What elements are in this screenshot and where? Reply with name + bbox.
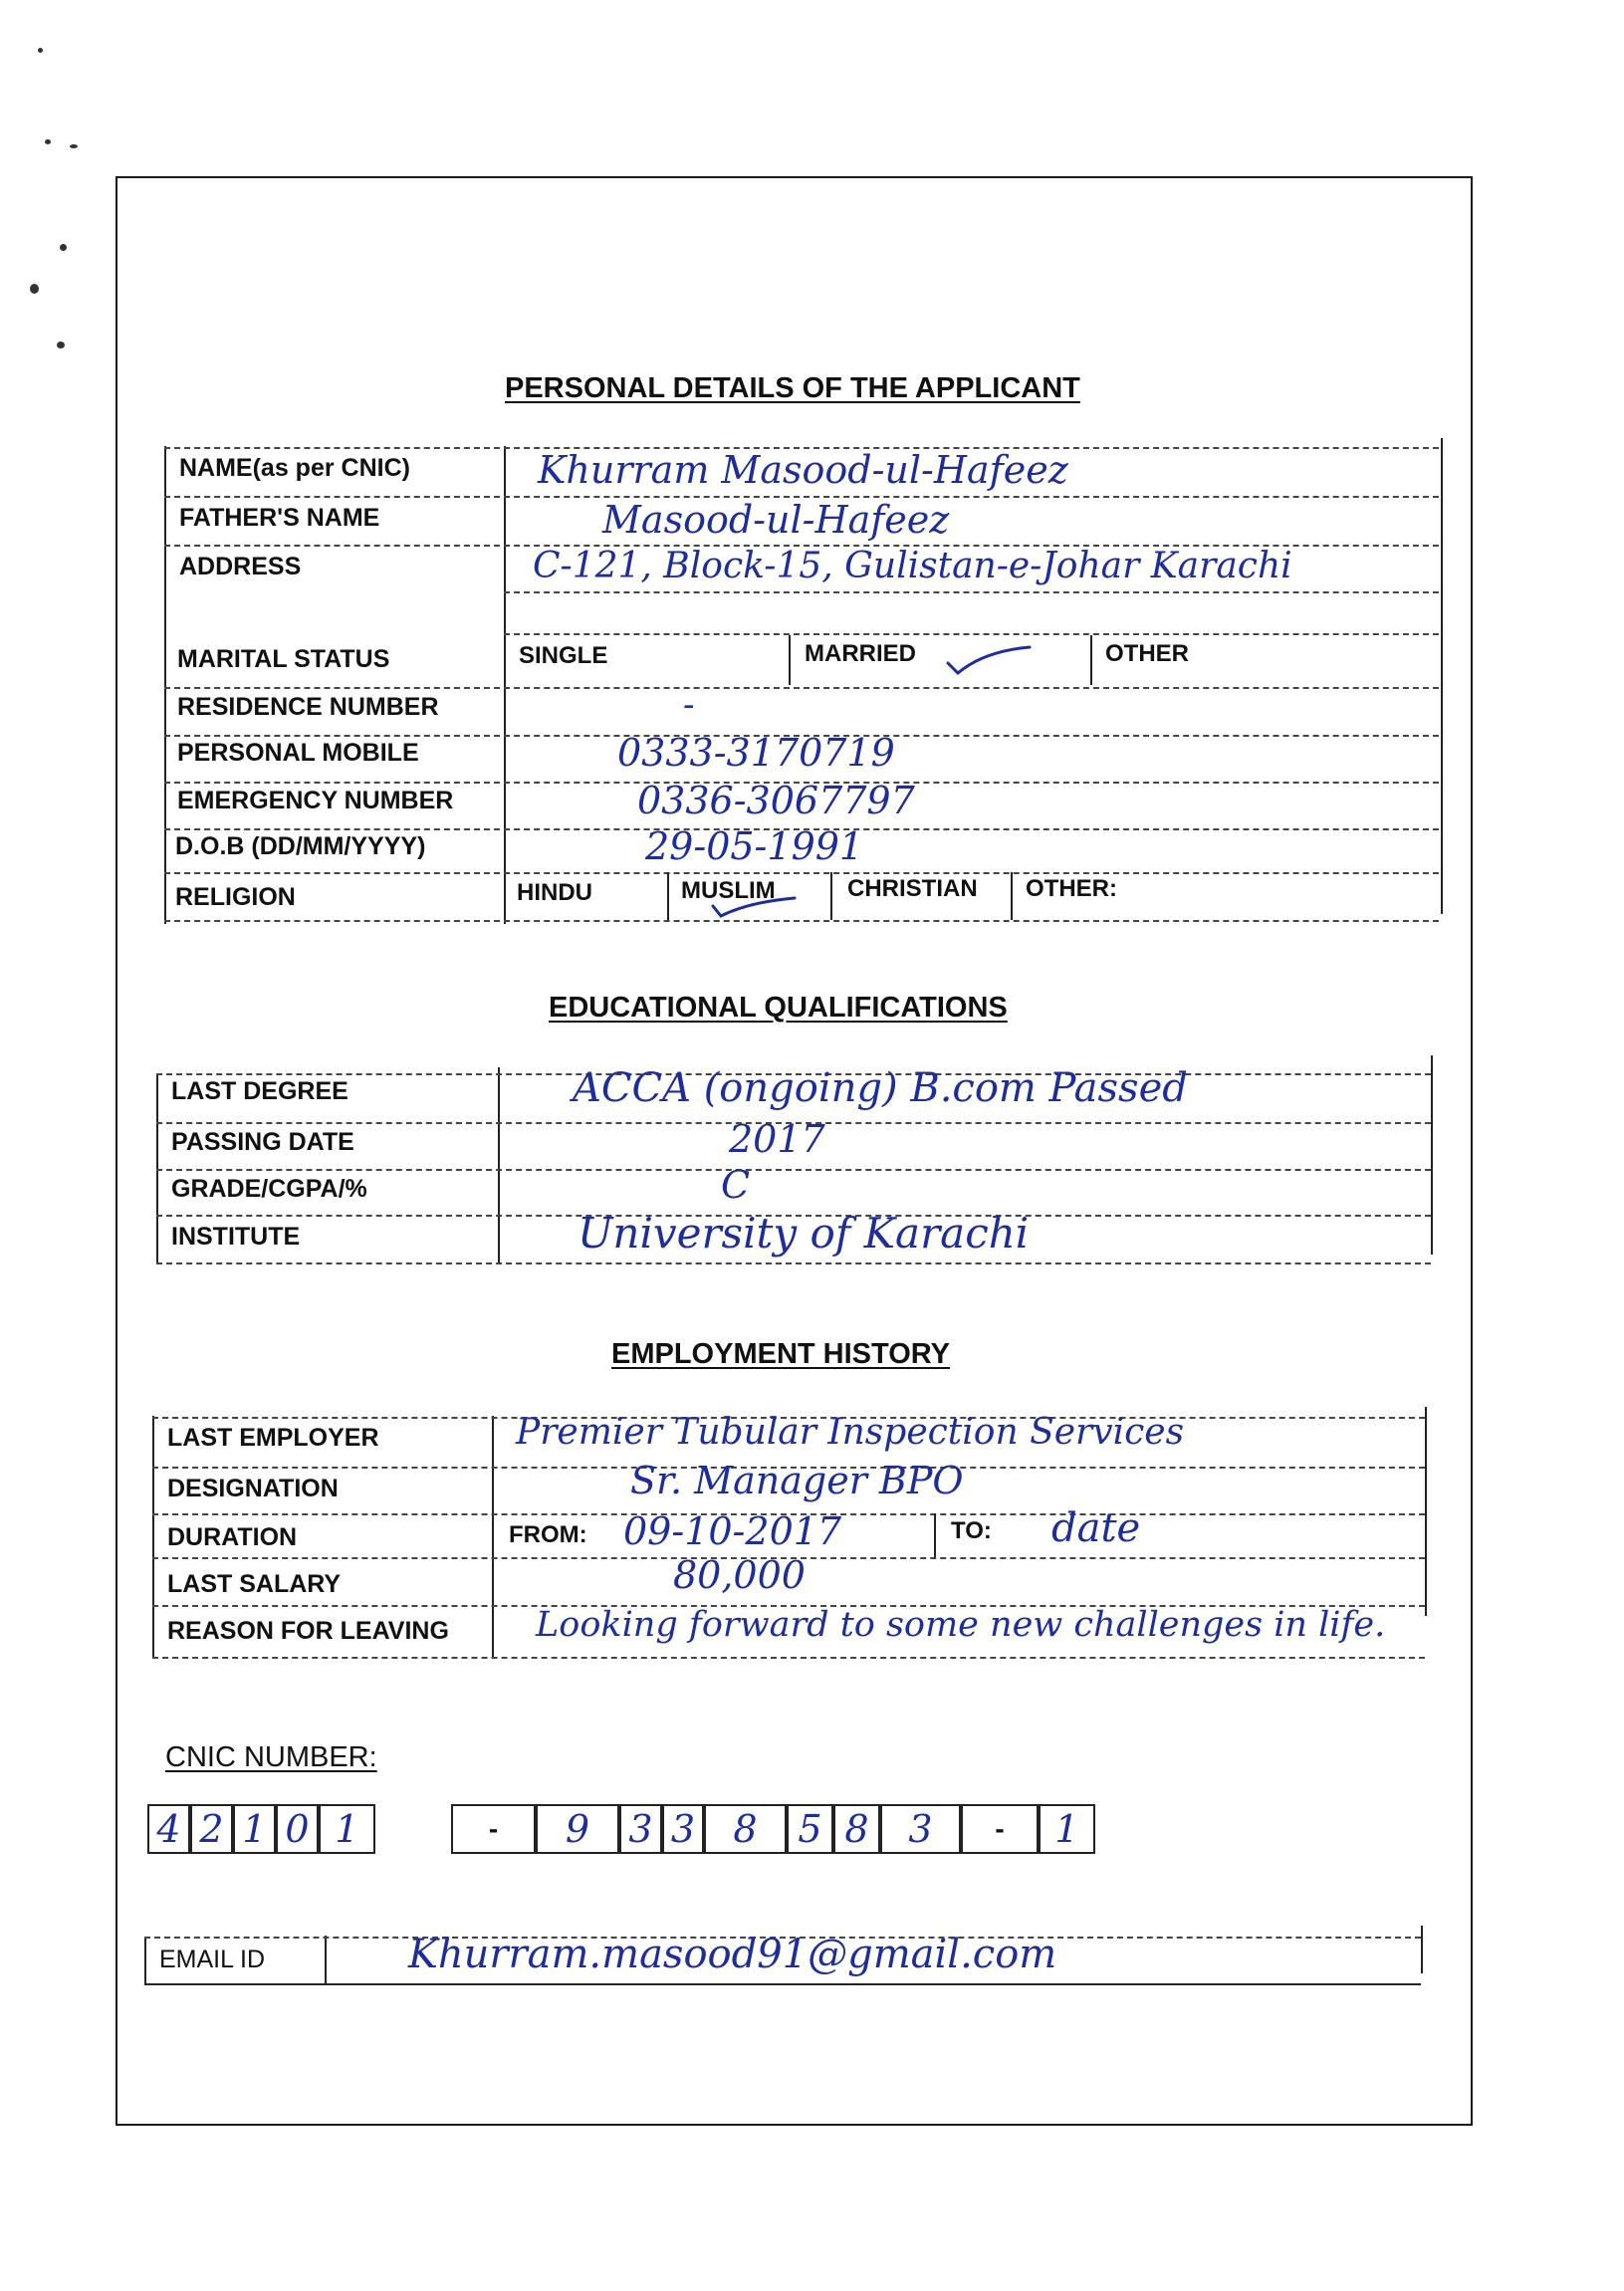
cnic-digit: 0 <box>285 1807 310 1851</box>
cnic-digit: 1 <box>242 1807 267 1851</box>
email-value: Khurram.masood91@gmail.com <box>408 1932 1057 1977</box>
row-rule <box>144 1983 1421 1985</box>
scan-speck <box>70 144 78 148</box>
cnic-digit: 3 <box>908 1807 933 1851</box>
employment-table-left-border <box>152 1416 154 1659</box>
row-rule <box>504 591 1439 593</box>
passing-date-label: PASSING DATE <box>171 1128 354 1156</box>
father-name-value: Masood-ul-Hafeez <box>602 498 950 542</box>
last-employer-value: Premier Tubular Inspection Services <box>516 1412 1185 1453</box>
duration-to-value: date <box>1051 1505 1141 1551</box>
cnic-digit: 2 <box>199 1807 224 1851</box>
passing-date-value: 2017 <box>729 1117 825 1161</box>
cnic-digit-box <box>662 1804 704 1854</box>
religion-option-muslim[interactable]: MUSLIM <box>681 877 776 904</box>
scan-speck <box>45 139 51 144</box>
cnic-digit-box <box>536 1804 619 1854</box>
reason-for-leaving-label: REASON FOR LEAVING <box>167 1617 449 1645</box>
cnic-separator-box <box>451 1804 536 1854</box>
employment-table-divider <box>492 1416 494 1657</box>
email-label: EMAIL ID <box>159 1946 266 1973</box>
name-value: Khurram Masood-ul-Hafeez <box>538 448 1068 492</box>
education-table-right-border <box>1431 1055 1433 1255</box>
institute-value: University of Karachi <box>578 1209 1030 1258</box>
duration-to-label: TO: <box>951 1517 992 1544</box>
employment-table-right-border <box>1425 1407 1427 1616</box>
row-rule <box>504 633 1439 635</box>
cnic-digit-box <box>276 1804 319 1854</box>
cnic-digit-box <box>233 1804 276 1854</box>
duration-from-value: 09-10-2017 <box>623 1509 842 1553</box>
cnic-digit: 8 <box>733 1807 758 1851</box>
cnic-separator-box <box>961 1804 1039 1854</box>
row-rule <box>164 687 1439 689</box>
dob-value: 29-05-1991 <box>645 824 864 868</box>
cnic-digit-box <box>1039 1804 1095 1854</box>
last-salary-value: 80,000 <box>673 1553 806 1597</box>
education-title: EDUCATIONAL QUALIFICATIONS <box>549 992 1008 1024</box>
cnic-number-label: CNIC NUMBER: <box>165 1741 377 1773</box>
dob-label: D.O.B (DD/MM/YYYY) <box>175 832 426 860</box>
row-rule <box>156 1262 1431 1264</box>
cnic-digit-box <box>880 1804 961 1854</box>
cnic-digit: 1 <box>1054 1807 1079 1851</box>
religion-option-other[interactable]: OTHER: <box>1026 875 1117 902</box>
email-box-divider <box>325 1936 327 1983</box>
last-employer-label: LAST EMPLOYER <box>167 1424 379 1452</box>
religion-label: RELIGION <box>175 883 296 911</box>
address-label: ADDRESS <box>179 553 302 580</box>
cnic-digit: 9 <box>565 1807 590 1851</box>
designation-value: Sr. Manager BPO <box>630 1459 964 1502</box>
cnic-digit: 1 <box>335 1807 359 1851</box>
marital-option-other[interactable]: OTHER <box>1105 640 1189 667</box>
duration-label: DURATION <box>167 1523 298 1551</box>
residence-number-value: - <box>683 685 695 725</box>
cnic-digit: 8 <box>844 1807 869 1851</box>
cnic-digit: 4 <box>156 1807 181 1851</box>
cnic-digit-box <box>704 1804 787 1854</box>
cnic-digit: 3 <box>628 1807 653 1851</box>
scan-speck <box>30 284 39 294</box>
religion-divider <box>830 872 832 920</box>
row-rule <box>164 872 1439 874</box>
email-box-right-border <box>1421 1926 1423 1973</box>
religion-option-christian[interactable]: CHRISTIAN <box>847 875 978 902</box>
reason-for-leaving-value: Looking forward to some new challenges in life. <box>536 1605 1386 1645</box>
row-rule <box>152 1657 1425 1659</box>
checkmark-icon <box>709 892 799 920</box>
marital-status-label: MARITAL STATUS <box>177 645 390 673</box>
education-table-divider <box>498 1067 500 1262</box>
residence-number-label: RESIDENCE NUMBER <box>177 693 439 721</box>
cnic-digit-box <box>787 1804 833 1854</box>
cnic-digit-box <box>619 1804 662 1854</box>
last-salary-label: LAST SALARY <box>167 1570 342 1598</box>
last-degree-value: ACCA (ongoing) B.com Passed <box>573 1065 1188 1111</box>
row-rule <box>164 920 1439 922</box>
cnic-digit-box <box>319 1804 375 1854</box>
duration-from-label: FROM: <box>509 1521 587 1548</box>
religion-divider <box>667 872 669 920</box>
grade-value: C <box>721 1163 751 1207</box>
cnic-separator: - <box>995 1813 1005 1844</box>
religion-option-hindu[interactable]: HINDU <box>517 879 592 906</box>
cnic-digit-box <box>833 1804 880 1854</box>
scan-speck <box>60 244 67 251</box>
marital-divider <box>1090 635 1092 685</box>
personal-table-right-border <box>1441 438 1443 914</box>
cnic-digit-box <box>190 1804 233 1854</box>
last-degree-label: LAST DEGREE <box>171 1077 348 1105</box>
scan-speck <box>57 342 65 348</box>
email-box-left-border <box>144 1938 146 1985</box>
employment-title: EMPLOYMENT HISTORY <box>611 1338 950 1370</box>
address-value: C-121, Block-15, Gulistan-e-Johar Karachi <box>533 546 1292 586</box>
checkmark-icon <box>944 643 1034 679</box>
emergency-number-label: EMERGENCY NUMBER <box>177 787 454 814</box>
marital-divider <box>789 635 791 685</box>
designation-label: DESIGNATION <box>167 1475 339 1502</box>
marital-option-married[interactable]: MARRIED <box>805 640 916 667</box>
marital-option-single[interactable]: SINGLE <box>519 642 608 669</box>
father-name-label: FATHER'S NAME <box>179 504 380 532</box>
institute-label: INSTITUTE <box>171 1223 301 1251</box>
row-rule <box>156 1169 1431 1171</box>
personal-mobile-label: PERSONAL MOBILE <box>177 739 419 767</box>
cnic-digit: 5 <box>798 1807 822 1851</box>
religion-divider <box>1011 872 1013 920</box>
duration-divider <box>934 1513 936 1557</box>
personal-table-divider <box>504 446 506 924</box>
grade-label: GRADE/CGPA/% <box>171 1175 367 1203</box>
name-label: NAME(as per CNIC) <box>179 454 410 482</box>
cnic-digit: 3 <box>670 1807 696 1851</box>
scan-speck <box>38 48 43 53</box>
personal-table-left-border <box>164 446 166 924</box>
cnic-separator: - <box>488 1813 499 1844</box>
emergency-number-value: 0336-3067797 <box>637 779 915 822</box>
personal-details-title: PERSONAL DETAILS OF THE APPLICANT <box>505 372 1080 404</box>
personal-mobile-value: 0333-3170719 <box>617 731 895 775</box>
cnic-digit-box <box>147 1804 190 1854</box>
